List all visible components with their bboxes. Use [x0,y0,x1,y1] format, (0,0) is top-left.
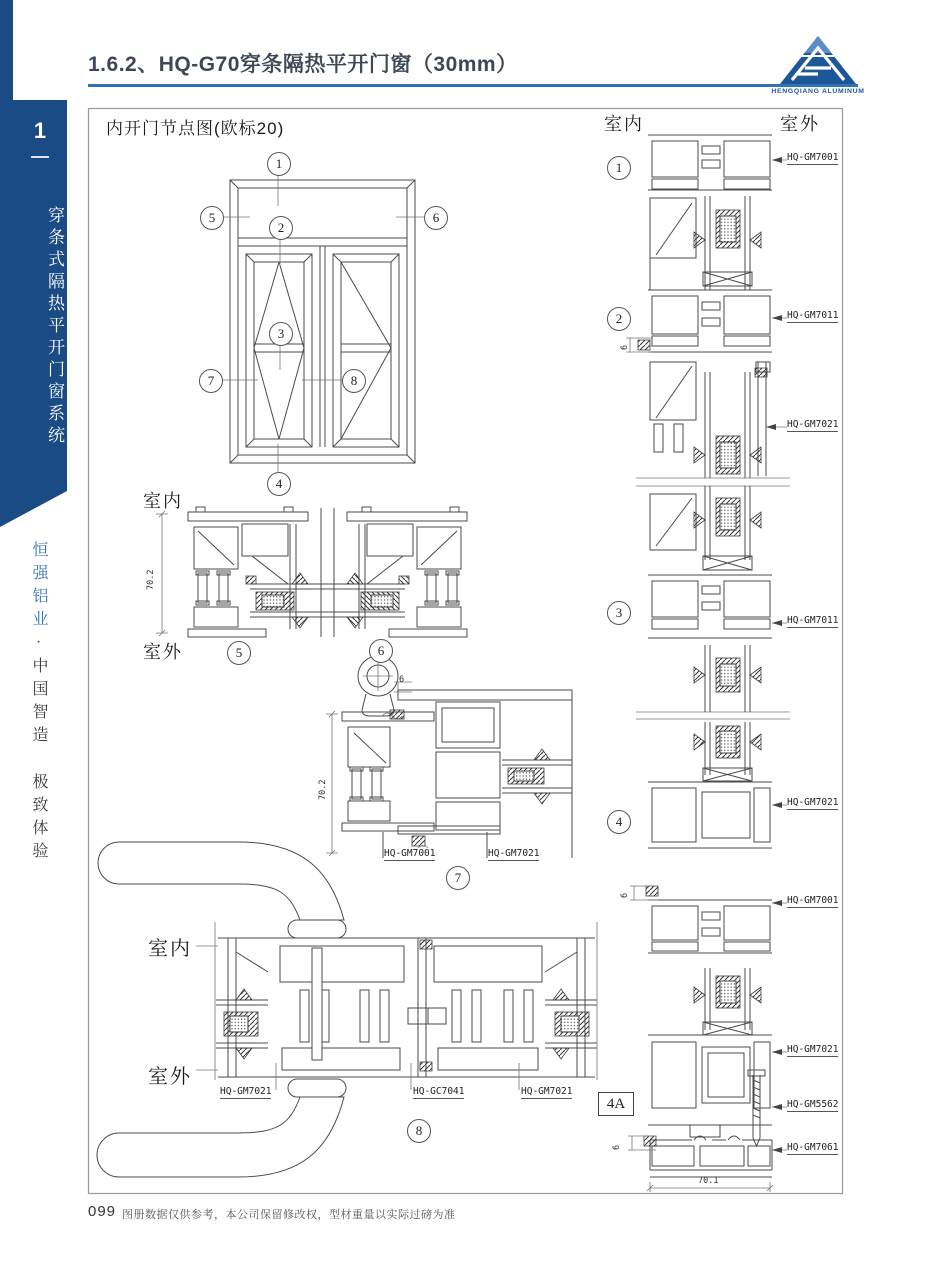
outdoor-label-bottom: 室外 [148,1066,192,1088]
profile-label: HQ-GM7021 [787,1044,839,1055]
section-5-drawing [188,507,334,637]
company-logo-icon [780,36,856,84]
slogan-text: 中国智造 极致体验 [30,657,47,865]
callout-5-elevation: 5 [200,206,224,230]
section-8-drawing [97,842,597,1177]
profile-label: HQ-GM5562 [787,1099,839,1110]
section-6-drawing [321,507,467,637]
chapter-divider [31,156,49,158]
callout-1-elevation: 1 [267,152,291,176]
callout-4-right: 4 [607,810,631,834]
door-handle-top [98,842,344,920]
callout-8-section: 8 [407,1119,431,1143]
callout-2-right: 2 [607,307,631,331]
handle-rosette-bottom [288,1079,346,1097]
dim-text-70-1: 70.1 [698,1176,719,1186]
profile-label: HQ-GM7021 [488,848,540,859]
lock-detail-drawing [358,656,412,719]
profile-label: HQ-GM7001 [384,848,436,859]
callout-6-elevation: 6 [424,206,448,230]
title-underline [88,84,858,87]
dim-text-6: 6 [612,1144,622,1150]
callout-2-elevation: 2 [269,216,293,240]
profile-label: HQ-GM7011 [787,615,839,626]
outdoor-label-right: 室外 [780,114,820,134]
profile-label: HQ-GM7011 [787,310,839,321]
page-number: 099 [88,1203,117,1220]
callout-8-elevation: 8 [342,369,366,393]
section-7-drawing [326,690,572,858]
dim-text-6: 6 [399,675,405,685]
profile-label: HQ-GM7061 [787,1142,839,1153]
profile-label: HQ-GM7021 [220,1086,272,1097]
drawing-section-title: 内开门节点图(欧标20) [106,119,285,138]
brand-slogan [10,518,50,888]
indoor-label-left: 室内 [143,491,183,511]
indoor-label-bottom: 室内 [148,938,192,960]
callout-6-section: 6 [369,639,393,663]
profile-label: HQ-GM7021 [787,419,839,430]
callout-5-section: 5 [227,641,251,665]
outdoor-label-left: 室外 [143,642,183,662]
callout-3-elevation: 3 [269,322,293,346]
callout-3-right: 3 [607,601,631,625]
profile-label: HQ-GC7041 [413,1086,465,1097]
callout-7-elevation: 7 [199,369,223,393]
handle-rosette-top [288,920,346,938]
profile-label: HQ-GM7021 [787,797,839,808]
callout-1-right: 1 [607,156,631,180]
dim-70-2-left [156,511,168,636]
callout-4a-box: 4A [598,1092,634,1116]
callout-4-elevation: 4 [267,472,291,496]
brand-name: 恒强铝业 [30,541,47,633]
door-elevation-drawing [221,174,424,472]
page-title: 1.6.2、HQ-G70穿条隔热平开门窗（30mm） [88,53,518,76]
dim-text-6: 6 [620,344,630,350]
profile-label: HQ-GM7021 [521,1086,573,1097]
profile-label: HQ-GM7001 [787,152,839,163]
logo-text: HENGQIANG ALUMINUM [771,88,865,95]
door-handle-bottom [97,1097,344,1177]
vertical-sections-drawing [626,135,790,1192]
profile-label: HQ-GM7001 [787,895,839,906]
content-frame [89,109,843,1194]
chapter-number: 1 [33,118,47,143]
dim-text-6: 6 [620,892,630,898]
callout-7-section: 7 [446,866,470,890]
footer-note: 图册数据仅供参考，本公司保留修改权，型材重量以实际过磅为准 [122,1209,456,1221]
indoor-label-right: 室内 [604,114,644,134]
dim-text-70-2: 70.2 [146,569,156,590]
dim-text-70-2: 70.2 [318,779,328,800]
chapter-title: 穿条式隔热平开门窗系统 [45,206,64,448]
slogan-separator: · [30,633,47,657]
